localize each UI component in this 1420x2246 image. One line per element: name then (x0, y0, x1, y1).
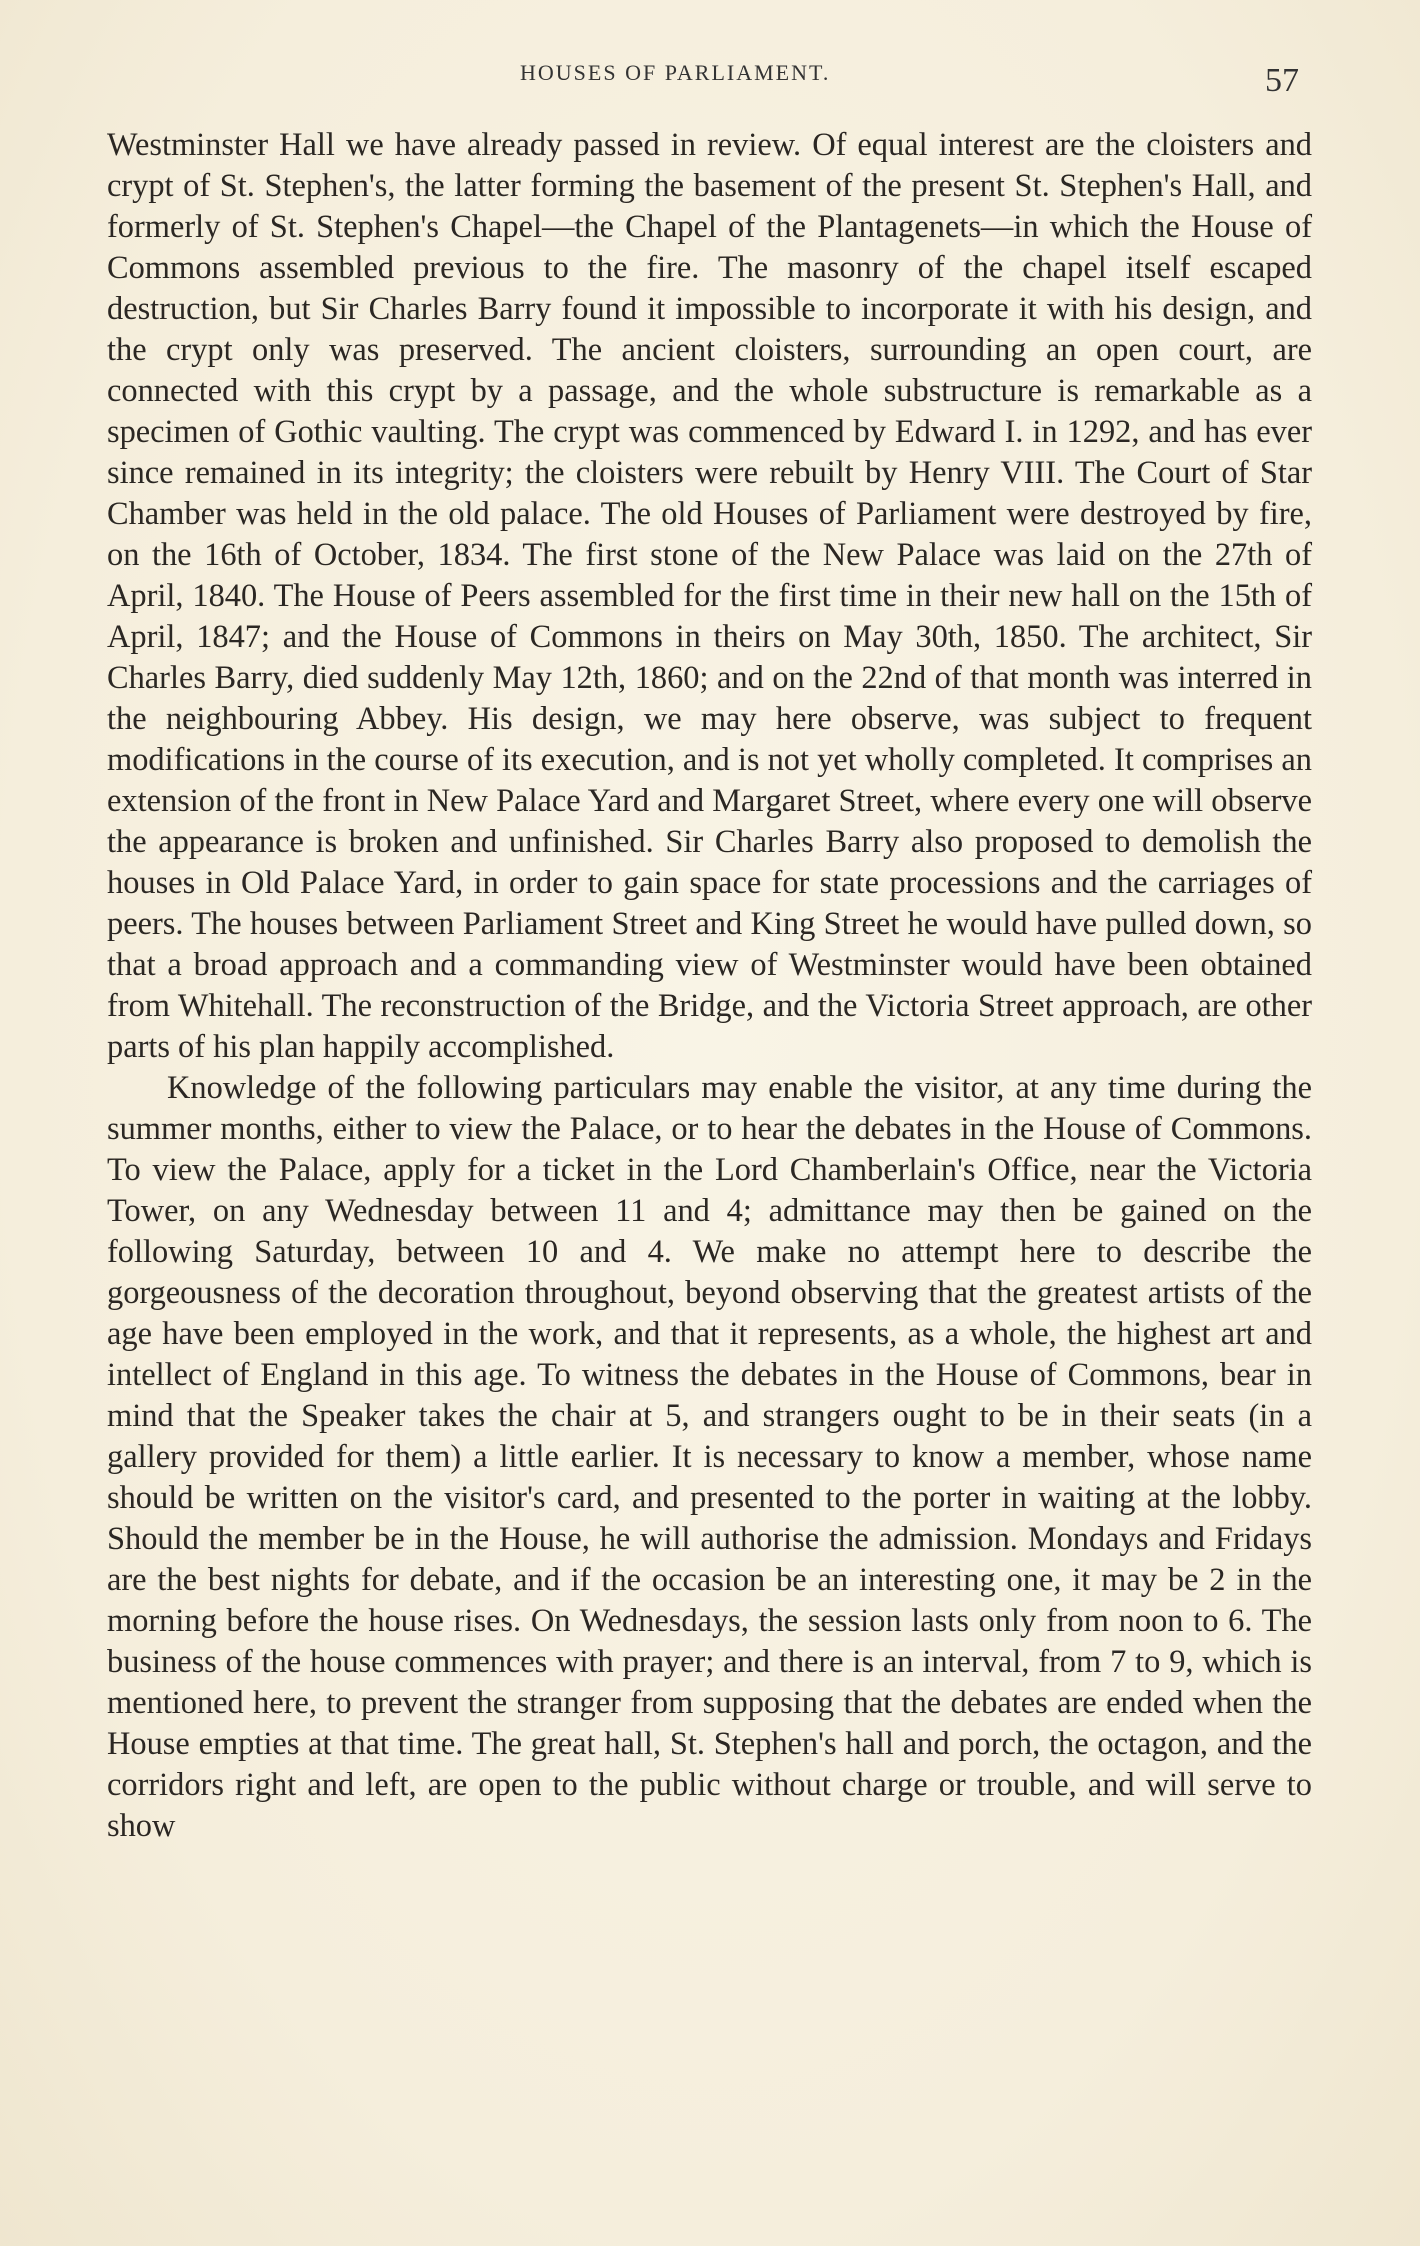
body-text (107, 125, 1312, 1847)
running-title: HOUSES OF PARLIAMENT. (520, 60, 831, 85)
paragraph-visitor-information: Knowledge of the following particulars may enable the visitor, at any time during the summer months, either to view the Palace, or to hear the debates in the House of Commons. To view the Palace, apply for a ticket in the Lord Chamberlain's Office, near the Victoria Tower, on any Wednesday between 11 and 4; admittance may then be gained on the following Saturday, between 10 and 4. We make no attempt here to describe the gorgeousness of the decoration throughout, beyond observing that the greatest artists of the age have been employed in the work, and that it represents, as a whole, the highest art and intellect of England in this age. To witness the debates in the House of Commons, bear in mind that the Speaker takes the chair at 5, and strangers ought to be in their seats (in a gallery provided for them) a little earlier. It is necessary to know a member, whose name should be written on the visitor's card, and presented to the porter in waiting at the lobby. Should the member be in the House, he will authorise the admission. Mondays and Fridays are the best nights for debate, and if the occasion be an interesting one, it may be 2 in the morning before the house rises. On Wednesdays, the session lasts only from noon to 6. The business of the house commences with prayer; and there is an interval, from 7 to 9, which is mentioned here, to prevent the stranger from supposing that the debates are ended when the House empties at that time. The great hall, St. Stephen's hall and porch, the octagon, and the corridors right and left, are open to the public without charge or trouble, and will serve to show (107, 1070, 1312, 1844)
page-number: 57 (1265, 62, 1299, 99)
paragraph-westminster-history: Westminster Hall we have already passed in review. Of equal interest are the cloisters and crypt of St. Stephen's, the latter forming the basement of the present St. Stephen's Hall, and formerly of St. Stephen's Chapel—the Chapel of the Plantagenets—in which the House of Commons assembled previous to the fire. The masonry of the chapel itself escaped destruction, but Sir Charles Barry found it impossible to incorporate it with his design, and the crypt only was preserved. The ancient cloisters, surrounding an open court, are connected with this crypt by a passage, and the whole substructure is remarkable as a specimen of Gothic vaulting. The crypt was commenced by Edward I. in 1292, and has ever since remained in its integrity; the cloisters were rebuilt by Henry VIII. The Court of Star Chamber was held in the old palace. The old Houses of Parliament were destroyed by fire, on the 16th of October, 1834. The first stone of the New Palace was laid on the 27th of April, 1840. The House of Peers assembled for the first time in their new hall on the 15th of April, 1847; and the House of Commons in theirs on May 30th, 1850. The architect, Sir Charles Barry, died suddenly May 12th, 1860; and on the 22nd of that month was interred in the neighbouring Abbey. His design, we may here observe, was subject to frequent modifications in the course of its execution, and is not yet wholly completed. It comprises an extension of the front in New Palace Yard and Margaret Street, where every one will observe the appearance is broken and unfinished. Sir Charles Barry also proposed to demolish the houses in Old Palace Yard, in order to gain space for state processions and the carriages of peers. The houses between Parliament Street and King Street he would have pulled down, so that a broad approach and a commanding view of Westminster would have been obtained from Whitehall. The reconstruction of the Bridge, and the Victoria Street approach, are other parts of his plan happily accomplished. (107, 127, 1312, 1065)
